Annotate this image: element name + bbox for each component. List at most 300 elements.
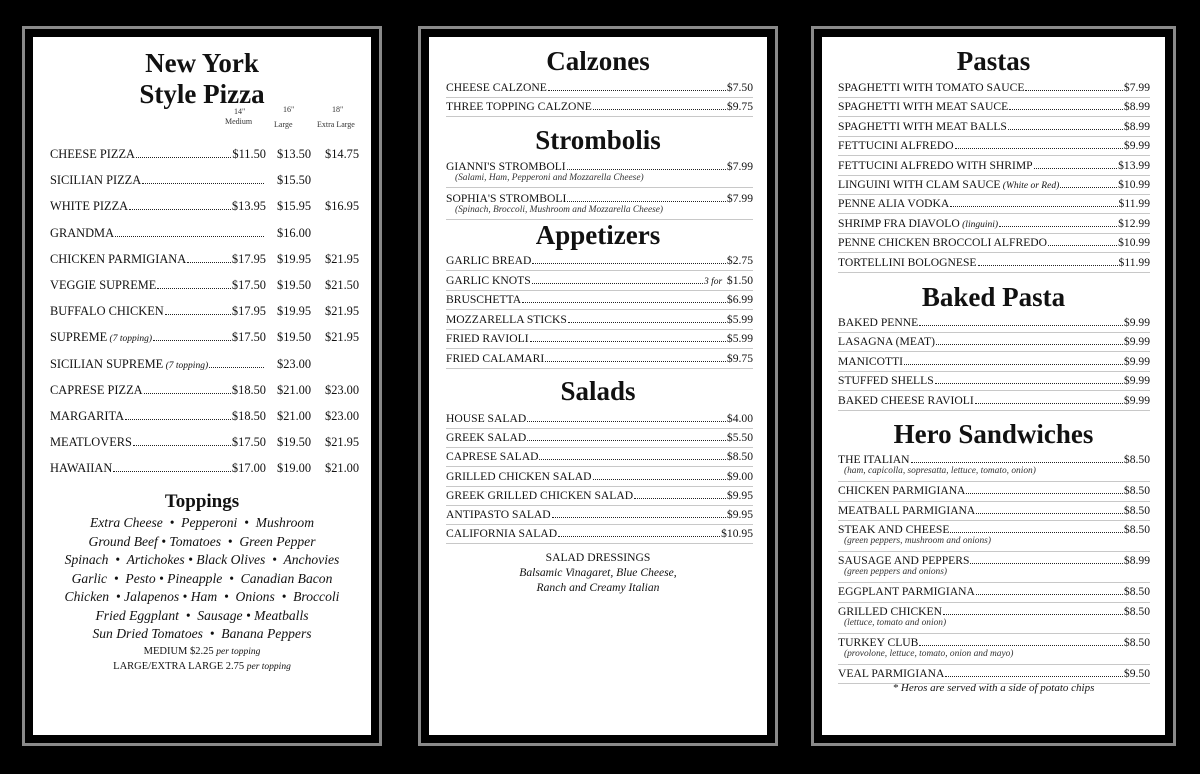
pasta-row	[838, 120, 1150, 133]
calzones-title: Calzones	[546, 46, 650, 76]
dot-leader	[950, 206, 1117, 207]
row-divider	[446, 543, 753, 544]
row-divider	[838, 332, 1150, 333]
pasta-row	[838, 139, 1150, 152]
size-header-label: Medium	[225, 117, 253, 126]
row-divider	[838, 351, 1150, 352]
salad-price: $9.00	[726, 469, 753, 483]
row-divider	[838, 520, 1150, 521]
pasta-price: $10.99	[1118, 178, 1150, 191]
dot-leader	[919, 645, 1123, 646]
topping-price-label: LARGE/EXTRA LARGE 2.75	[113, 661, 247, 672]
heroes-footnote: * Heros are served with a side of potato chips	[892, 682, 1095, 694]
right-panel	[822, 37, 1165, 735]
baked-pasta-name: BAKED CHEESE RAVIOLI	[838, 393, 974, 407]
topping-price-line	[33, 661, 371, 672]
pasta-name: PENNE ALIA VODKA	[838, 197, 950, 211]
pasta-note: (White or Red)	[1000, 181, 1060, 191]
pizza-name: MEATLOVERS	[50, 435, 132, 449]
appetizer-name: MOZZARELLA STICKS	[446, 312, 567, 326]
pizza-price-large: $21.00	[277, 409, 312, 423]
dot-leader	[945, 676, 1123, 677]
item-description: (Spinach, Broccoli, Mushroom and Mozzarella Cheese)	[455, 205, 664, 215]
middle-panel	[429, 37, 767, 735]
pizza-price-xlarge: $21.95	[325, 252, 360, 266]
hero-name: MEATBALL PARMIGIANA	[838, 503, 976, 517]
pasta-name: SPAGHETTI WITH MEAT BALLS	[838, 119, 1007, 133]
dot-leader	[593, 109, 726, 110]
salad-name: GREEK SALAD	[446, 431, 527, 445]
pizza-name: SUPREME	[50, 330, 108, 344]
hero-name: STEAK AND CHEESE	[838, 523, 950, 536]
pizza-price-large: $21.00	[277, 383, 312, 397]
dot-leader	[136, 157, 231, 158]
row-divider	[838, 233, 1150, 234]
toppings-line: Extra Cheese • Pepperoni • Mushroom	[89, 515, 315, 530]
row-divider	[838, 501, 1150, 502]
calzone-row	[446, 100, 753, 113]
dot-leader	[634, 498, 726, 499]
salad-row	[446, 431, 753, 444]
appetizer-price: $6.99	[726, 293, 753, 306]
pizza-price-xlarge: $21.00	[325, 461, 360, 475]
dressings-line1: Balsamic Vinagaret, Blue Cheese,	[519, 566, 677, 579]
pizza-price-large: $23.00	[277, 357, 312, 371]
baked-pasta-name: LASAGNA (MEAT)	[838, 335, 935, 349]
stromboli-row	[446, 192, 753, 205]
pizza-row	[50, 226, 265, 241]
row-divider	[838, 116, 1150, 117]
pasta-price: $8.99	[1123, 100, 1150, 114]
pastas-title: Pastas	[956, 46, 1031, 76]
dot-leader	[545, 361, 726, 362]
baked-pasta-price: $9.99	[1123, 335, 1150, 349]
heroes-title: Hero Sandwiches	[893, 419, 1094, 449]
pasta-price: $7.99	[1123, 81, 1150, 94]
baked-pasta-name: MANICOTTI	[838, 354, 904, 368]
dot-leader	[113, 471, 231, 472]
hero-name: SAUSAGE AND PEPPERS	[838, 554, 970, 567]
baked-pasta-row	[838, 335, 1150, 348]
dot-leader	[999, 226, 1117, 227]
baked-pasta-price: $9.99	[1123, 374, 1150, 388]
dot-leader	[568, 322, 726, 323]
row-divider	[838, 252, 1150, 253]
row-divider	[446, 270, 753, 271]
calzone-name: THREE TOPPING CALZONE	[446, 100, 592, 113]
pizza-name: SICILIAN SUPREME	[50, 357, 164, 371]
hero-price: $8.50	[1123, 503, 1150, 517]
row-divider	[446, 505, 753, 506]
pizza-name: CHEESE PIZZA	[50, 147, 136, 161]
hero-name: CHICKEN PARMIGIANA	[838, 484, 966, 497]
pizza-price-medium: $18.50	[231, 383, 266, 397]
row-divider	[838, 664, 1150, 665]
item-description: (ham, capicolla, sopresatta, lettuce, tomato, onion)	[844, 466, 1036, 476]
row-divider	[446, 97, 753, 98]
item-description: (Salami, Ham, Pepperoni and Mozzarella Cheese)	[455, 173, 644, 183]
hero-row	[838, 523, 1150, 536]
appetizer-row	[446, 332, 753, 345]
pizza-price-xlarge: $14.75	[325, 147, 360, 161]
stromboli-name: GIANNI'S STROMBOLI	[446, 160, 566, 173]
pizza-price-large: $19.50	[277, 330, 312, 344]
row-divider	[446, 290, 753, 291]
dot-leader	[975, 403, 1123, 404]
baked-pasta-price: $9.99	[1123, 393, 1150, 407]
calzone-name: CHEESE CALZONE	[446, 81, 547, 94]
row-divider	[838, 582, 1150, 583]
row-divider	[838, 551, 1150, 552]
pasta-note: (linguini)	[959, 219, 999, 230]
salad-price: $10.95	[721, 527, 753, 541]
pizza-price-xlarge: $21.95	[325, 304, 360, 318]
dot-leader	[125, 419, 231, 420]
pizza-price-medium: $11.50	[232, 147, 266, 161]
appetizer-name: FRIED CALAMARI	[446, 351, 545, 365]
baked-pasta-name: BAKED PENNE	[838, 316, 919, 329]
salad-row	[446, 412, 753, 425]
row-divider	[838, 371, 1150, 372]
pizza-price-large: $19.95	[277, 304, 312, 318]
calzone-row	[446, 81, 753, 94]
pizza-price-xlarge: $21.50	[325, 278, 360, 292]
row-divider	[446, 486, 753, 487]
pizza-panel	[33, 37, 371, 735]
pizza-price-large: $19.00	[277, 461, 312, 475]
dot-leader	[970, 563, 1122, 564]
appetizer-name: GARLIC KNOTS	[446, 273, 531, 287]
pasta-price: $10.99	[1118, 236, 1150, 250]
hero-price: $8.50	[1123, 604, 1150, 618]
right-panel-frame	[811, 26, 1176, 746]
hero-row	[838, 453, 1150, 466]
salad-row	[446, 489, 753, 502]
dot-leader	[911, 462, 1123, 463]
pizza-price-xlarge: $23.00	[325, 383, 360, 397]
dot-leader	[976, 594, 1123, 595]
dot-leader	[532, 283, 703, 284]
hero-price: $8.50	[1123, 523, 1150, 536]
pizza-name: CHICKEN PARMIGIANA	[50, 252, 187, 266]
hero-row	[838, 554, 1150, 567]
pasta-price: $8.99	[1123, 119, 1150, 133]
pizza-price-xlarge: $21.95	[325, 330, 360, 344]
topping-price-suffix: per topping	[246, 662, 291, 672]
pizza-row	[50, 199, 266, 214]
pizza-price-medium: $17.00	[231, 461, 266, 475]
salad-name: GRILLED CHICKEN SALAD	[446, 469, 592, 483]
pasta-row	[838, 236, 1150, 249]
dot-leader	[129, 209, 231, 210]
dot-leader	[919, 325, 1123, 326]
hero-row	[838, 667, 1150, 680]
pizza-row	[50, 461, 266, 476]
row-divider	[838, 272, 1150, 273]
pasta-name: SHRIMP FRA DIAVOLO	[838, 216, 960, 230]
pizza-row	[50, 383, 266, 398]
dot-leader	[1048, 245, 1117, 246]
appetizer-name: FRIED RAVIOLI	[446, 332, 529, 345]
pizza-row	[50, 252, 266, 267]
hero-name: TURKEY CLUB	[838, 635, 919, 649]
pasta-name: FETTUCINI ALFREDO	[838, 139, 954, 153]
dot-leader	[593, 479, 726, 480]
size-header-label: Large	[274, 120, 293, 129]
stromboli-row	[446, 160, 753, 173]
dot-leader	[978, 265, 1118, 266]
dot-leader	[558, 536, 720, 537]
pasta-name: LINGUINI WITH CLAM SAUCE	[838, 178, 1001, 191]
hero-name: THE ITALIAN	[838, 453, 910, 466]
row-divider	[446, 348, 753, 349]
appetizer-name: GARLIC BREAD	[446, 254, 532, 267]
row-divider	[446, 116, 753, 117]
pasta-row	[838, 256, 1150, 269]
row-divider	[446, 447, 753, 448]
hero-name: GRILLED CHICKEN	[838, 604, 943, 618]
appetizer-price: $9.75	[726, 351, 753, 365]
size-header-size: 14"	[234, 107, 246, 116]
dot-leader	[522, 302, 726, 303]
stromboli-name: SOPHIA'S STROMBOLI	[446, 192, 567, 205]
hero-name: EGGPLANT PARMIGIANA	[838, 585, 975, 598]
dot-leader	[1025, 90, 1122, 91]
pizza-note: (7 topping)	[107, 334, 153, 344]
row-divider	[838, 194, 1150, 195]
strombolis-title: Strombolis	[535, 125, 661, 155]
dot-leader	[552, 517, 726, 518]
dot-leader	[144, 393, 231, 394]
appetizer-price: $2.75	[726, 254, 753, 267]
dot-leader	[539, 459, 725, 460]
salad-name: GREEK GRILLED CHICKEN SALAD	[446, 488, 634, 502]
dot-leader	[567, 169, 726, 170]
row-divider	[446, 187, 753, 188]
appetizer-row	[446, 274, 753, 287]
row-divider	[838, 410, 1150, 411]
baked-pasta-row	[838, 394, 1150, 407]
row-divider	[446, 428, 753, 429]
stromboli-price: $7.99	[726, 160, 753, 173]
pasta-name: SPAGHETTI WITH MEAT SAUCE	[838, 100, 1009, 114]
dot-leader	[955, 148, 1123, 149]
baked-pasta-price: $9.99	[1123, 354, 1150, 368]
dot-leader	[1034, 168, 1117, 169]
pizza-title-line1: New York	[145, 48, 259, 78]
pasta-row	[838, 217, 1150, 230]
row-divider	[838, 602, 1150, 603]
pizza-row	[50, 147, 266, 162]
pasta-row	[838, 197, 1150, 210]
salad-price: $4.00	[726, 412, 753, 425]
hero-price: $8.50	[1123, 585, 1150, 598]
hero-row	[838, 636, 1150, 649]
salad-row	[446, 450, 753, 463]
pizza-price-large: $19.50	[277, 435, 312, 449]
salad-row	[446, 508, 753, 521]
dot-leader	[157, 288, 231, 289]
appetizer-name: BRUSCHETTA	[446, 293, 522, 306]
salad-row	[446, 470, 753, 483]
hero-row	[838, 504, 1150, 517]
pizza-price-medium: $18.50	[231, 409, 266, 423]
appetizer-row	[446, 254, 753, 267]
pizza-row	[50, 304, 266, 319]
pizza-price-medium: $17.95	[231, 252, 266, 266]
hero-price: $8.50	[1123, 453, 1150, 466]
dot-leader	[548, 90, 726, 91]
toppings-line: Sun Dried Tomatoes • Banana Peppers	[92, 626, 312, 641]
pasta-row	[838, 178, 1150, 191]
pizza-row	[50, 330, 266, 345]
salad-name: CAPRESE SALAD	[446, 450, 539, 464]
pasta-row	[838, 81, 1150, 94]
row-divider	[838, 390, 1150, 391]
size-header-size: 16"	[283, 105, 295, 114]
toppings-line: Chicken • Jalapenos • Ham • Onions • Broccoli	[64, 589, 340, 604]
pasta-price: $9.99	[1123, 139, 1150, 153]
pizza-title-line2: Style Pizza	[139, 79, 265, 109]
dot-leader	[527, 421, 726, 422]
pizza-name: MARGARITA	[50, 409, 125, 423]
size-header-size: 18"	[332, 105, 344, 114]
row-divider	[838, 175, 1150, 176]
toppings-line: Fried Eggplant • Sausage • Meatballs	[95, 607, 309, 623]
calzone-price: $7.50	[726, 81, 753, 94]
pizza-row	[50, 409, 266, 424]
dot-leader	[1060, 187, 1117, 188]
hero-price: $8.99	[1123, 554, 1150, 567]
row-divider	[838, 155, 1150, 156]
hero-row	[838, 585, 1150, 598]
dot-leader	[1008, 129, 1123, 130]
pasta-price: $11.99	[1118, 197, 1150, 211]
pizza-name: GRANDMA	[50, 226, 115, 240]
hero-price: $8.50	[1123, 635, 1150, 649]
dot-leader	[976, 513, 1123, 514]
toppings-line: Ground Beef • Tomatoes • Green Pepper	[88, 533, 316, 549]
pizza-price-medium: $13.95	[231, 199, 266, 213]
topping-price-suffix: per topping	[216, 647, 261, 657]
salad-price: $8.50	[726, 450, 753, 464]
pizza-price-large: $16.00	[277, 226, 312, 240]
pasta-price: $13.99	[1118, 158, 1150, 172]
item-description: (green peppers and onions)	[844, 567, 948, 577]
pasta-name: FETTUCINI ALFREDO WITH SHRIMP	[838, 158, 1033, 172]
pizza-note: (7 topping)	[163, 361, 209, 371]
salad-name: HOUSE SALAD	[446, 412, 527, 425]
baked-pasta-price: $9.99	[1123, 316, 1150, 329]
dot-leader	[530, 341, 726, 342]
dot-leader	[209, 367, 264, 368]
pasta-row	[838, 159, 1150, 172]
dot-leader	[943, 614, 1123, 615]
pizza-name: CAPRESE PIZZA	[50, 383, 143, 397]
appetizer-price: $5.99	[726, 332, 753, 345]
hero-row	[838, 605, 1150, 618]
dot-leader	[935, 383, 1123, 384]
dot-leader	[936, 344, 1123, 345]
pasta-price: $11.99	[1118, 255, 1150, 269]
row-divider	[446, 524, 753, 525]
hero-price: $9.50	[1123, 666, 1150, 680]
dressings-line2: Ranch and Creamy Italian	[536, 581, 660, 594]
pizza-price-large: $15.95	[277, 199, 312, 213]
dot-leader	[142, 183, 264, 184]
row-divider	[838, 136, 1150, 137]
salads-title: Salads	[560, 376, 636, 406]
baked-pasta-row	[838, 316, 1150, 329]
pizza-name: SICILIAN PIZZA	[50, 173, 142, 187]
appetizers-title: Appetizers	[535, 220, 661, 250]
row-divider	[838, 633, 1150, 634]
toppings-title: Toppings	[164, 491, 240, 512]
pasta-row	[838, 100, 1150, 113]
pizza-price-large: $19.95	[277, 252, 312, 266]
salad-price: $9.95	[726, 488, 753, 502]
topping-price-label: MEDIUM $2.25	[143, 646, 217, 657]
appetizer-row	[446, 313, 753, 326]
salad-price: $5.50	[726, 431, 753, 445]
toppings-line: Garlic • Pesto • Pineapple • Canadian Bacon	[71, 570, 333, 586]
size-header-label: Extra Large	[317, 120, 355, 129]
middle-panel-frame	[418, 26, 778, 746]
salad-name: ANTIPASTO SALAD	[446, 508, 551, 521]
pizza-row	[50, 357, 265, 372]
row-divider	[838, 97, 1150, 98]
row-divider	[838, 481, 1150, 482]
salad-name: CALIFORNIA SALAD	[446, 527, 558, 541]
dot-leader	[115, 236, 264, 237]
salad-row	[446, 527, 753, 540]
pizza-price-medium: $17.50	[231, 278, 266, 292]
pizza-price-xlarge: $21.95	[325, 435, 360, 449]
pasta-name: SPAGHETTI WITH TOMATO SAUCE	[838, 81, 1025, 94]
pizza-row	[50, 278, 266, 293]
appetizer-row	[446, 293, 753, 306]
pizza-price-medium: $17.95	[231, 304, 266, 318]
toppings-line: Spinach • Artichokes • Black Olives • Anchovies	[64, 552, 340, 567]
dot-leader	[1009, 109, 1123, 110]
item-description: (provolone, lettuce, tomato, onion and mayo)	[844, 648, 1014, 659]
pasta-name: TORTELLINI BOLOGNESE	[838, 255, 977, 269]
calzone-price: $9.75	[726, 100, 753, 113]
appetizer-row	[446, 352, 753, 365]
item-description: (green peppers, mushroom and onions)	[844, 536, 991, 546]
pizza-price-xlarge: $16.95	[325, 199, 360, 213]
pizza-row	[50, 435, 266, 450]
dot-leader	[950, 532, 1122, 533]
dressings-title: SALAD DRESSINGS	[545, 551, 651, 564]
stromboli-price: $7.99	[726, 192, 753, 205]
row-divider	[838, 213, 1150, 214]
row-divider	[446, 329, 753, 330]
dot-leader	[187, 262, 231, 263]
pizza-price-large: $15.50	[277, 173, 312, 187]
dot-leader	[567, 201, 726, 202]
pizza-price-medium: $17.50	[231, 435, 266, 449]
baked-pasta-row	[838, 374, 1150, 387]
hero-row	[838, 484, 1150, 497]
pizza-name: WHITE PIZZA	[50, 199, 129, 213]
dot-leader	[966, 493, 1122, 494]
pizza-price-xlarge: $23.00	[325, 409, 360, 423]
pizza-name: VEGGIE SUPREME	[50, 278, 157, 292]
pasta-price: $12.99	[1118, 216, 1150, 230]
pizza-price-large: $19.50	[277, 278, 312, 292]
dot-leader	[133, 445, 231, 446]
